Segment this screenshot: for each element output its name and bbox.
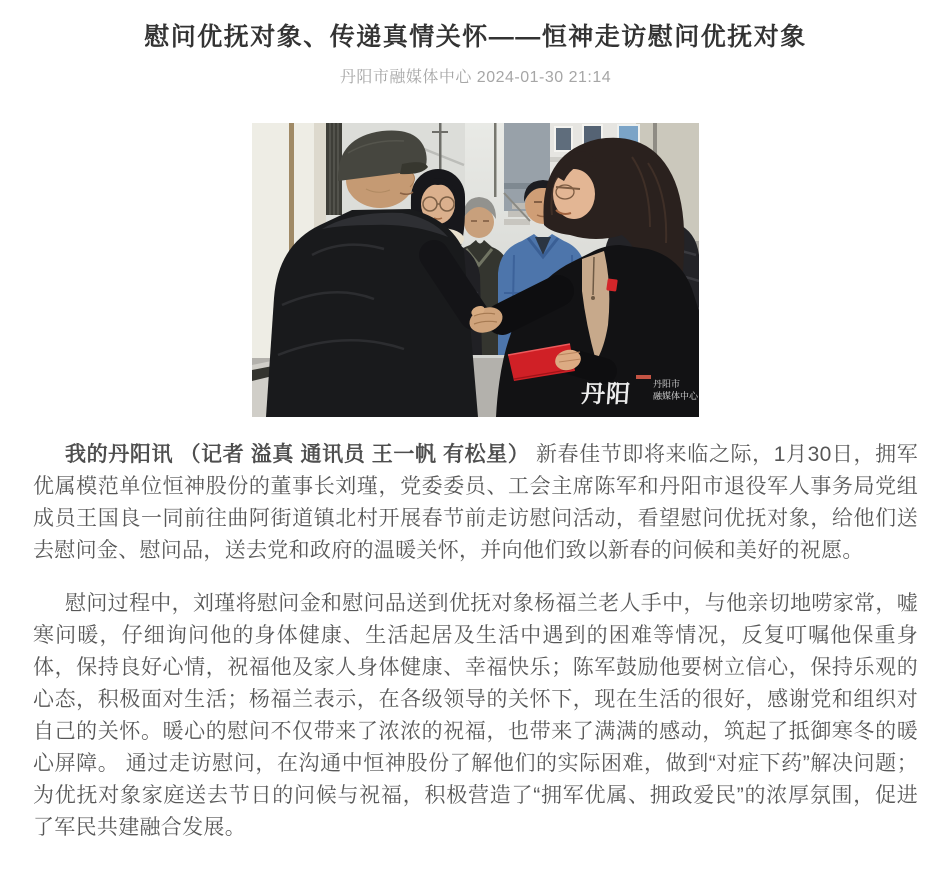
watermark-line1: 丹阳市 bbox=[653, 379, 681, 389]
article-body bbox=[33, 439, 918, 844]
article-paragraph bbox=[33, 439, 918, 567]
watermark-logo: 丹阳 bbox=[580, 381, 632, 408]
article-paragraph bbox=[33, 588, 918, 844]
paragraph-lead: 我的丹阳讯 （记者 溢真 通讯员 王一帆 有松星） bbox=[65, 443, 530, 466]
watermark-line2: 融媒体中心 bbox=[653, 391, 699, 401]
article-photo bbox=[252, 123, 699, 417]
paragraph-text: 新春佳节即将来临之际，1月30日，拥军优属模范单位恒神股份的董事长刘瑾，党委委员、工会主席陈军和丹阳市退役军人事务局党组成员王国良一同前往曲阿街道镇北村开展春节前走访慰问活动，看望慰问优抚对象，给他们送去慰问金、慰问品，送去党和政府的温暖关怀，并向他们致以新春的问候和美好的祝愿。 bbox=[33, 443, 919, 562]
news-photo-illustration bbox=[252, 123, 699, 417]
article-page bbox=[0, 22, 951, 893]
article-byline: 丹阳市融媒体中心 2024-01-30 21:14 bbox=[339, 69, 612, 86]
paragraph-text: 慰问过程中，刘瑾将慰问金和慰问品送到优抚对象杨福兰老人手中，与他亲切地唠家常，嘘寒问暖，仔细询问他的身体健康、生活起居及生活中遇到的困难等情况，反复叮嘱他保重身体，保持良好心情，祝福他及家人身体健康、幸福快乐；陈军鼓励他要树立信心，保持乐观的心态，积极面对生活；杨福兰表示，在各级领导的关怀下，现在生活的很好，感谢党和组织对自己的关怀。暖心的慰问不仅带来了浓浓的祝福，也带来了满满的感动，筑起了抵御寒冬的暖心屏障。 通过走访慰问，在沟通中恒神股份了解他们的实际困难，做到“对症下药”解决问题；为优抚对象家庭送去节日的问候与祝福，积极营造了“拥军优属、拥政爱民”的浓厚氛围，促进了军民共建融合发展。 bbox=[33, 592, 918, 839]
article-title: 慰问优抚对象、传递真情关怀——恒神走访慰问优抚对象 bbox=[144, 23, 807, 51]
